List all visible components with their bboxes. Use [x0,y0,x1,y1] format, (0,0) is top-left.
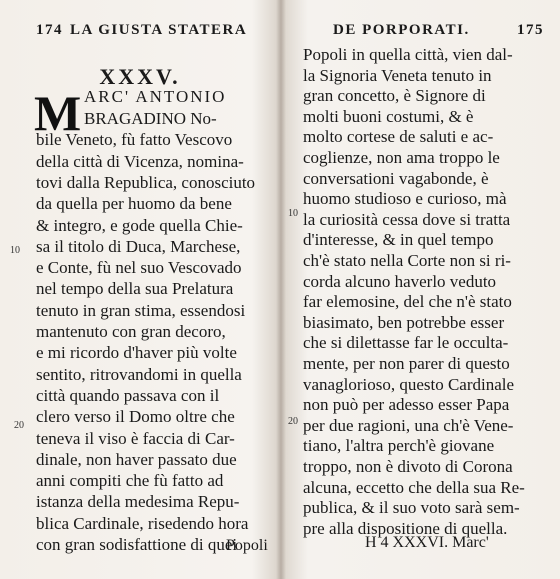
right-text-block [303,44,555,544]
text-line: tovi dalla Republica, conosciuto [36,172,256,192]
right-margin-number-20: 20 [288,416,298,427]
text-line: e mi ricordo d'haver più volte [36,343,237,363]
left-margin-number-20: 20 [14,420,24,431]
text-line: ch'è stato nella Corte non si ri- [303,251,511,270]
right-catchword: H 4 XXXVI. Marc' [365,534,489,551]
dropcap-letter: M [34,85,82,141]
text-line: vanaglorioso, questo Cardinale [303,374,515,394]
text-line: blica Cardinale, risedendo hora [36,513,249,533]
text-line: da quella per huomo da bene [36,194,232,214]
left-text-block [36,86,276,556]
text-line: che si dilettasse far le occulta- [303,333,509,353]
text-line: dinale, non haver passato due [36,449,237,469]
text-line: nel tempo della sua Prelatura [36,279,234,299]
left-first-line: ARC' ANTONIO [84,87,227,106]
text-line: sa il titolo di Duca, Marchese, [36,236,241,256]
text-line: BRAGADINO No- [84,109,217,128]
text-line: sentito, ritrovandomi in quella [36,364,242,384]
text-line: mantenuto con gran decoro, [36,322,226,341]
text-line: istanza della medesima Repu- [36,492,240,512]
text-line: bile Veneto, fù fatto Vescovo [36,130,233,150]
text-line: troppo, non è divoto di Corona [303,457,513,476]
text-line: clero verso il Domo oltre che [36,407,235,427]
text-line: alcuna, eccetto che della sua Re- [303,477,525,497]
text-line: anni compiti che fù fatto ad [36,471,224,491]
text-line: biasimato, ben potrebbe esser [303,312,505,332]
left-catchword: Popoli [226,537,268,554]
text-line: mente, per non parer di questo [303,354,510,373]
text-line: publica, & il suo voto sarà sem- [303,498,520,518]
text-line: e Conte, fù nel suo Vescovado [36,258,242,278]
text-line: della città di Vicenza, nomina- [36,151,244,171]
right-running-title: DE PORPORATI. [333,22,470,38]
text-line: d'interesse, & in quel tempo [303,230,494,250]
text-line: con gran sodisfattione di quei [36,535,238,554]
text-line: per due ragioni, una ch'è Vene- [303,415,514,435]
text-line: corda alcuno haverlo veduto [303,271,497,291]
right-page-number: 175 [517,22,544,38]
text-line: tiano, l'altra perch'è giovane [303,436,495,456]
text-line: pre alla dispositione di quella. [303,518,508,538]
left-page-number: 174 [36,22,63,38]
right-page [285,0,560,579]
text-line: coglienze, non ama troppo le [303,148,500,167]
text-line: città quando passava con il [36,385,220,405]
left-running-title: LA GIUSTA STATERA [70,22,248,38]
left-margin-number-10: 10 [10,245,20,256]
text-line: Popoli in quella città, vien dal- [303,45,513,64]
text-line: non può per adesso esser Papa [303,395,510,415]
text-line: conversationi vagabonde, è [303,168,489,188]
text-line: huomo studioso e curioso, mà [303,189,507,209]
text-line: molti buoni costumi, & è [303,106,474,126]
text-line: teneva il viso è faccia di Car- [36,428,235,448]
right-margin-number-10: 10 [288,208,298,219]
text-line: & integro, e gode quella Chie- [36,215,243,235]
text-line: molto cortese de saluti e ac- [303,127,494,147]
chapter-heading: XXXV. [99,64,181,89]
text-line: tenuto in gran stima, essendosi [36,300,246,320]
text-line: la Signoria Veneta tenuto in [303,65,492,85]
text-line: far elemosine, del che n'è stato [303,292,512,312]
text-line: gran concetto, è Signore di [303,86,486,106]
text-line: la curiosità cessa dove si tratta [303,209,511,229]
